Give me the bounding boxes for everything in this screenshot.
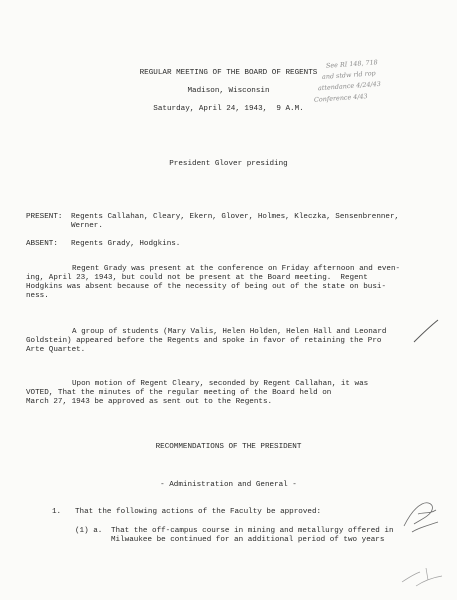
recommendations-heading: RECOMMENDATIONS OF THE PRESIDENT [155, 443, 302, 451]
meeting-title: REGULAR MEETING OF THE BOARD OF REGENTS [139, 69, 318, 77]
handwritten-scribble [398, 496, 443, 538]
paragraph-line: ing, April 23, 1943, but could not be present at the Board meeting. Regent [26, 274, 368, 282]
subitem-text: That the off-campus course in mining and metallurgy offered in [111, 527, 394, 535]
present-list: Regents Callahan, Cleary, Ekern, Glover, Holmes, Kleczka, Sensenbrenner, [71, 213, 400, 221]
present-list-continued: Werner. [71, 222, 103, 230]
margin-note-line: Conference 4/43 [313, 92, 368, 104]
paragraph-line: Hodgkins was absent because of the necessity of being out of the state on busi- [26, 283, 387, 291]
paragraph-line: March 27, 1943 be approved as sent out to the Regents. [26, 398, 273, 406]
pencil-marks [398, 560, 448, 590]
margin-note-line: See RI 148, 718 [325, 58, 378, 70]
paragraph-line: ness. [26, 292, 49, 300]
paragraph-line: Regent Grady was present at the conference on Friday afternoon and even- [72, 265, 401, 273]
section-subheading: - Administration and General - [160, 481, 297, 489]
presiding-line: President Glover presiding [169, 160, 288, 168]
subitem-label: (1) a. [75, 527, 103, 535]
margin-note-line: and stdw rld rop [321, 69, 376, 81]
item-text: That the following actions of the Faculty be approved: [75, 508, 322, 516]
paragraph-line: VOTED, That the minutes of the regular meeting of the Board held on [26, 389, 332, 397]
present-label: PRESENT: [26, 213, 63, 221]
paragraph-line: Goldstein) appeared before the Regents and spoke in favor of retaining the Pro [26, 337, 382, 345]
paragraph-line: Arte Quartet. [26, 346, 86, 354]
meeting-date: Saturday, April 24, 1943, 9 A.M. [153, 105, 304, 113]
meeting-location: Madison, Wisconsin [187, 87, 270, 95]
paragraph-line: A group of students (Mary Valis, Helen Holden, Helen Hall and Leonard [72, 328, 387, 336]
absent-label: ABSENT: [26, 240, 58, 248]
paragraph-line: Upon motion of Regent Cleary, seconded by Regent Callahan, it was [72, 380, 369, 388]
item-number: 1. [52, 508, 62, 516]
margin-note-line: attendance 4/24/43 [317, 79, 382, 93]
absent-list: Regents Grady, Hodgkins. [71, 240, 181, 248]
subitem-text-continued: Milwaukee be continued for an additional period of two years [111, 536, 385, 544]
pen-check-mark [412, 318, 442, 348]
